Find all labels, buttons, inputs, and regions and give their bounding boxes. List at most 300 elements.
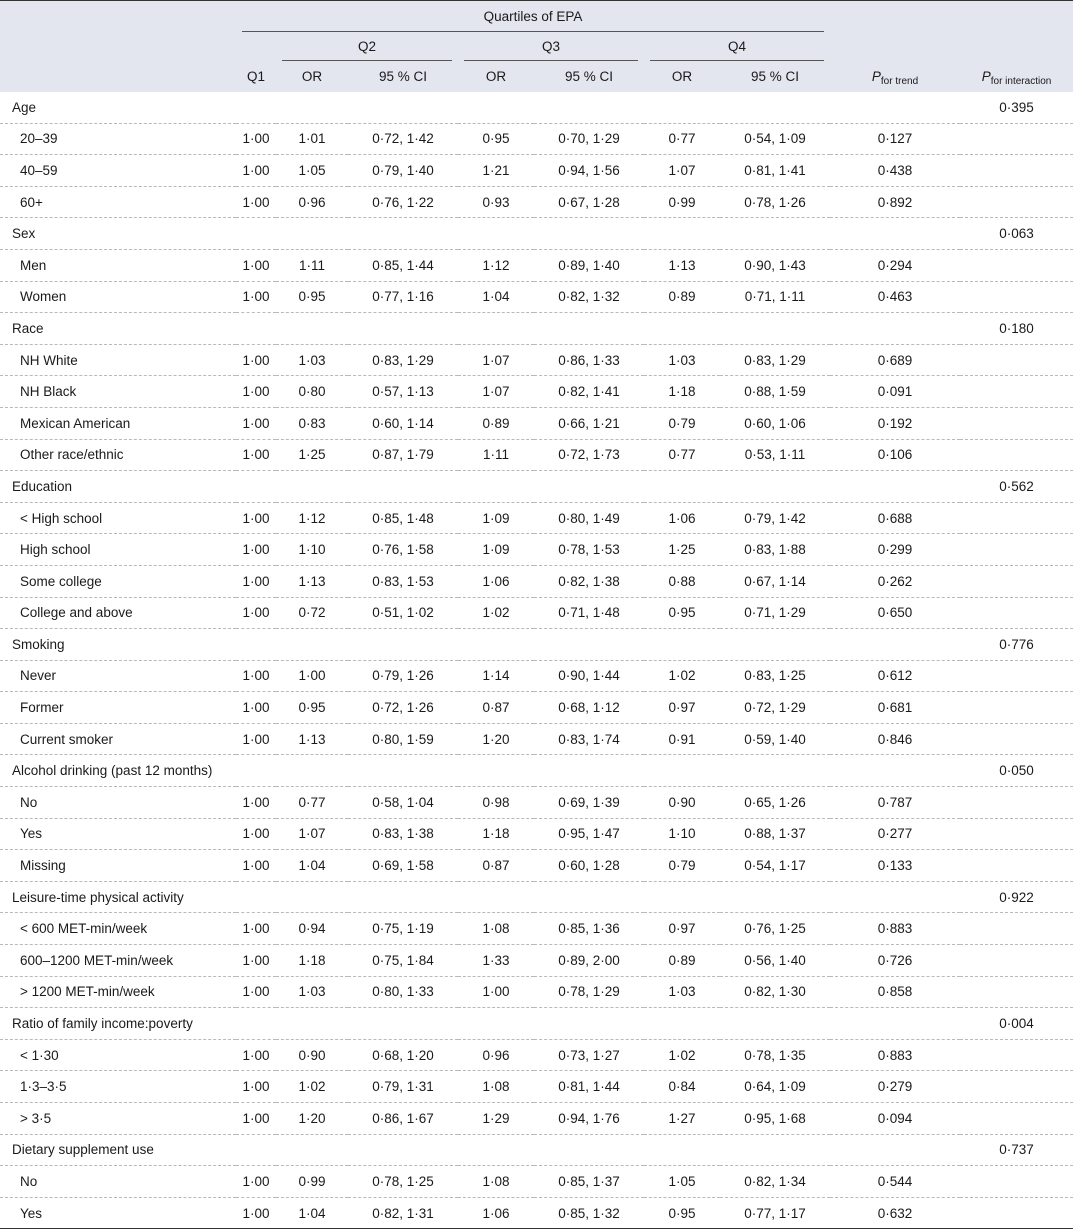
header-p-trend: $P_{for trend}$	[830, 61, 960, 92]
table-row	[0, 818, 1073, 850]
q2-or: 1·03	[276, 344, 348, 376]
q1-value: 1·00	[236, 439, 276, 471]
row-label: Yes	[0, 1197, 236, 1229]
q4-ci: 0·95, 1·68	[720, 1103, 830, 1135]
p-interaction: 0·737	[960, 1134, 1073, 1166]
q3-ci: 0·83, 1·74	[534, 723, 644, 755]
group-row	[0, 313, 1073, 345]
table-row	[0, 1103, 1073, 1135]
q4-or: 0·89	[644, 281, 720, 313]
q4-or: 0·77	[644, 123, 720, 155]
q2-or: 0·72	[276, 597, 348, 629]
q3-or: 1·06	[458, 565, 534, 597]
q4-or: 0·91	[644, 723, 720, 755]
p-trend: 0·787	[830, 787, 960, 819]
row-label: < 1·30	[0, 1039, 236, 1071]
header-quartiles-of-epa: Quartiles of EPA	[236, 1, 830, 33]
q3-or: 0·89	[458, 407, 534, 439]
q2-or: 1·05	[276, 155, 348, 187]
q3-or: 1·04	[458, 281, 534, 313]
q2-ci: 0·72, 1·26	[348, 692, 458, 724]
q2-ci: 0·60, 1·14	[348, 407, 458, 439]
q4-ci: 0·56, 1·40	[720, 945, 830, 977]
table-row	[0, 565, 1073, 597]
q2-or: 1·04	[276, 1197, 348, 1229]
group-label: Education	[0, 471, 236, 503]
p-trend: 0·650	[830, 597, 960, 629]
p-interaction: 0·395	[960, 92, 1073, 123]
header-p-interaction: $P_{for interaction}$	[960, 61, 1073, 92]
p-trend: 0·091	[830, 376, 960, 408]
q4-or: 0·99	[644, 186, 720, 218]
q2-or: 1·03	[276, 976, 348, 1008]
q2-ci: 0·82, 1·31	[348, 1197, 458, 1229]
q4-ci: 0·88, 1·37	[720, 818, 830, 850]
table-row	[0, 1039, 1073, 1071]
q2-or: 1·13	[276, 723, 348, 755]
q1-value: 1·00	[236, 1071, 276, 1103]
q2-ci: 0·77, 1·16	[348, 281, 458, 313]
p-trend: 0·133	[830, 850, 960, 882]
p-interaction: 0·922	[960, 881, 1073, 913]
q2-ci: 0·79, 1·26	[348, 660, 458, 692]
q4-ci: 0·78, 1·35	[720, 1039, 830, 1071]
q3-or: 1·02	[458, 597, 534, 629]
p-trend: 0·612	[830, 660, 960, 692]
row-label: > 1200 MET-min/week	[0, 976, 236, 1008]
row-label: No	[0, 787, 236, 819]
q4-or: 1·27	[644, 1103, 720, 1135]
q2-or: 1·25	[276, 439, 348, 471]
q2-ci: 0·75, 1·19	[348, 913, 458, 945]
q4-or: 1·07	[644, 155, 720, 187]
q2-ci: 0·83, 1·29	[348, 344, 458, 376]
q3-or: 1·08	[458, 1166, 534, 1198]
group-row	[0, 92, 1073, 123]
header-ci: 95 % CI	[348, 61, 458, 92]
p-trend: 0·262	[830, 565, 960, 597]
q3-ci: 0·66, 1·21	[534, 407, 644, 439]
q1-value: 1·00	[236, 597, 276, 629]
table-row	[0, 660, 1073, 692]
q3-ci: 0·82, 1·32	[534, 281, 644, 313]
row-label: > 3·5	[0, 1103, 236, 1135]
q3-or: 0·87	[458, 692, 534, 724]
p-trend: 0·438	[830, 155, 960, 187]
table-row	[0, 692, 1073, 724]
table-row	[0, 1197, 1073, 1229]
q3-or: 1·06	[458, 1197, 534, 1229]
q4-or: 0·95	[644, 597, 720, 629]
group-row	[0, 218, 1073, 250]
q1-value: 1·00	[236, 818, 276, 850]
q4-or: 0·79	[644, 850, 720, 882]
q2-ci: 0·57, 1·13	[348, 376, 458, 408]
row-label: Never	[0, 660, 236, 692]
group-row	[0, 629, 1073, 661]
table-row	[0, 249, 1073, 281]
q3-ci: 0·89, 2·00	[534, 945, 644, 977]
row-label: Current smoker	[0, 723, 236, 755]
q3-ci: 0·68, 1·12	[534, 692, 644, 724]
q3-or: 1·14	[458, 660, 534, 692]
q2-ci: 0·80, 1·59	[348, 723, 458, 755]
q3-or: 1·00	[458, 976, 534, 1008]
p-trend: 0·689	[830, 344, 960, 376]
q2-ci: 0·68, 1·20	[348, 1039, 458, 1071]
q2-ci: 0·79, 1·31	[348, 1071, 458, 1103]
q4-ci: 0·71, 1·29	[720, 597, 830, 629]
q4-ci: 0·76, 1·25	[720, 913, 830, 945]
q1-value: 1·00	[236, 1166, 276, 1198]
p-interaction: 0·063	[960, 218, 1073, 250]
q2-or: 0·96	[276, 186, 348, 218]
q2-or: 0·80	[276, 376, 348, 408]
group-label: Smoking	[0, 629, 236, 661]
group-label: Ratio of family income:poverty	[0, 1008, 236, 1040]
q1-value: 1·00	[236, 1039, 276, 1071]
q2-ci: 0·58, 1·04	[348, 787, 458, 819]
row-label: Women	[0, 281, 236, 313]
q4-ci: 0·83, 1·88	[720, 534, 830, 566]
q1-value: 1·00	[236, 376, 276, 408]
q3-or: 1·20	[458, 723, 534, 755]
q3-ci: 0·85, 1·36	[534, 913, 644, 945]
group-row	[0, 1134, 1073, 1166]
q3-ci: 0·95, 1·47	[534, 818, 644, 850]
q2-ci: 0·85, 1·48	[348, 502, 458, 534]
table-row	[0, 407, 1073, 439]
q1-value: 1·00	[236, 281, 276, 313]
table-row	[0, 913, 1073, 945]
q1-value: 1·00	[236, 1103, 276, 1135]
q4-or: 1·10	[644, 818, 720, 850]
table-row	[0, 850, 1073, 882]
table-row	[0, 281, 1073, 313]
q2-or: 1·01	[276, 123, 348, 155]
group-row	[0, 881, 1073, 913]
q2-ci: 0·86, 1·67	[348, 1103, 458, 1135]
q1-value: 1·00	[236, 502, 276, 534]
q3-or: 1·11	[458, 439, 534, 471]
q4-ci: 0·67, 1·14	[720, 565, 830, 597]
q2-or: 1·07	[276, 818, 348, 850]
table-row	[0, 186, 1073, 218]
q4-or: 0·84	[644, 1071, 720, 1103]
p-trend: 0·127	[830, 123, 960, 155]
q3-or: 0·87	[458, 850, 534, 882]
q2-ci: 0·87, 1·79	[348, 439, 458, 471]
q2-or: 0·95	[276, 281, 348, 313]
q3-or: 1·07	[458, 344, 534, 376]
q4-or: 0·90	[644, 787, 720, 819]
q2-or: 1·10	[276, 534, 348, 566]
q3-ci: 0·94, 1·76	[534, 1103, 644, 1135]
q2-ci: 0·51, 1·02	[348, 597, 458, 629]
q1-value: 1·00	[236, 787, 276, 819]
p-trend: 0·681	[830, 692, 960, 724]
q4-ci: 0·72, 1·29	[720, 692, 830, 724]
table-row	[0, 376, 1073, 408]
row-label: NH Black	[0, 376, 236, 408]
q3-or: 1·07	[458, 376, 534, 408]
q2-ci: 0·78, 1·25	[348, 1166, 458, 1198]
row-label: Former	[0, 692, 236, 724]
q4-ci: 0·65, 1·26	[720, 787, 830, 819]
q3-ci: 0·72, 1·73	[534, 439, 644, 471]
row-label: NH White	[0, 344, 236, 376]
q3-ci: 0·82, 1·41	[534, 376, 644, 408]
q1-value: 1·00	[236, 945, 276, 977]
p-trend: 0·892	[830, 186, 960, 218]
q1-value: 1·00	[236, 534, 276, 566]
table-row	[0, 945, 1073, 977]
q4-ci: 0·77, 1·17	[720, 1197, 830, 1229]
q4-or: 1·13	[644, 249, 720, 281]
q2-or: 0·95	[276, 692, 348, 724]
q1-value: 1·00	[236, 407, 276, 439]
row-label: < 600 MET-min/week	[0, 913, 236, 945]
q1-value: 1·00	[236, 344, 276, 376]
table-row	[0, 723, 1073, 755]
row-label: 40–59	[0, 155, 236, 187]
row-label: Missing	[0, 850, 236, 882]
p-trend: 0·106	[830, 439, 960, 471]
table-row	[0, 344, 1073, 376]
q3-or: 1·08	[458, 1071, 534, 1103]
q2-or: 1·12	[276, 502, 348, 534]
p-trend: 0·883	[830, 913, 960, 945]
p-interaction: 0·562	[960, 471, 1073, 503]
q4-ci: 0·88, 1·59	[720, 376, 830, 408]
header-or: OR	[276, 61, 348, 92]
q4-or: 0·89	[644, 945, 720, 977]
q4-or: 1·03	[644, 344, 720, 376]
q2-or: 0·94	[276, 913, 348, 945]
q1-value: 1·00	[236, 249, 276, 281]
q4-ci: 0·54, 1·09	[720, 123, 830, 155]
row-label: 1·3–3·5	[0, 1071, 236, 1103]
row-label: Yes	[0, 818, 236, 850]
q4-ci: 0·82, 1·30	[720, 976, 830, 1008]
row-label: Other race/ethnic	[0, 439, 236, 471]
q1-value: 1·00	[236, 692, 276, 724]
header-or: OR	[644, 61, 720, 92]
q2-ci: 0·69, 1·58	[348, 850, 458, 882]
table-row	[0, 787, 1073, 819]
p-trend: 0·544	[830, 1166, 960, 1198]
p-interaction: 0·776	[960, 629, 1073, 661]
q2-ci: 0·75, 1·84	[348, 945, 458, 977]
row-label: College and above	[0, 597, 236, 629]
q3-or: 1·29	[458, 1103, 534, 1135]
q2-ci: 0·79, 1·40	[348, 155, 458, 187]
header-q3: Q3	[458, 32, 644, 61]
q3-ci: 0·67, 1·28	[534, 186, 644, 218]
header-or: OR	[458, 61, 534, 92]
q3-or: 1·08	[458, 913, 534, 945]
q4-ci: 0·83, 1·29	[720, 344, 830, 376]
table-row	[0, 123, 1073, 155]
q3-or: 1·21	[458, 155, 534, 187]
q2-or: 1·02	[276, 1071, 348, 1103]
q3-ci: 0·69, 1·39	[534, 787, 644, 819]
p-trend: 0·279	[830, 1071, 960, 1103]
q2-or: 0·90	[276, 1039, 348, 1071]
header-q4: Q4	[644, 32, 830, 61]
p-trend: 0·632	[830, 1197, 960, 1229]
q2-ci: 0·76, 1·58	[348, 534, 458, 566]
q2-or: 1·04	[276, 850, 348, 882]
q1-value: 1·00	[236, 660, 276, 692]
q4-ci: 0·53, 1·11	[720, 439, 830, 471]
q4-or: 0·97	[644, 913, 720, 945]
table-row	[0, 439, 1073, 471]
p-trend: 0·294	[830, 249, 960, 281]
row-label: 600–1200 MET-min/week	[0, 945, 236, 977]
row-label: 20–39	[0, 123, 236, 155]
q1-value: 1·00	[236, 913, 276, 945]
q2-or: 1·11	[276, 249, 348, 281]
group-label: Race	[0, 313, 236, 345]
q4-or: 0·88	[644, 565, 720, 597]
q4-ci: 0·79, 1·42	[720, 502, 830, 534]
q2-or: 1·13	[276, 565, 348, 597]
q4-or: 1·02	[644, 1039, 720, 1071]
row-label: Men	[0, 249, 236, 281]
p-trend: 0·192	[830, 407, 960, 439]
q4-ci: 0·90, 1·43	[720, 249, 830, 281]
header-q1: Q1	[236, 61, 276, 92]
q4-ci: 0·59, 1·40	[720, 723, 830, 755]
q3-ci: 0·86, 1·33	[534, 344, 644, 376]
group-row	[0, 471, 1073, 503]
group-label: Dietary supplement use	[0, 1134, 236, 1166]
group-row	[0, 755, 1073, 787]
q3-ci: 0·90, 1·44	[534, 660, 644, 692]
q3-or: 0·96	[458, 1039, 534, 1071]
q2-ci: 0·80, 1·33	[348, 976, 458, 1008]
q3-ci: 0·80, 1·49	[534, 502, 644, 534]
q3-or: 1·09	[458, 502, 534, 534]
p-interaction: 0·050	[960, 755, 1073, 787]
q2-or: 0·77	[276, 787, 348, 819]
q4-ci: 0·71, 1·11	[720, 281, 830, 313]
p-interaction: 0·004	[960, 1008, 1073, 1040]
table-row	[0, 502, 1073, 534]
q4-or: 1·06	[644, 502, 720, 534]
q3-ci: 0·82, 1·38	[534, 565, 644, 597]
q3-ci: 0·85, 1·32	[534, 1197, 644, 1229]
row-label: 60+	[0, 186, 236, 218]
q4-or: 1·02	[644, 660, 720, 692]
q1-value: 1·00	[236, 850, 276, 882]
q4-or: 0·77	[644, 439, 720, 471]
q1-value: 1·00	[236, 186, 276, 218]
q4-ci: 0·78, 1·26	[720, 186, 830, 218]
q4-or: 1·18	[644, 376, 720, 408]
p-trend: 0·277	[830, 818, 960, 850]
p-interaction: 0·180	[960, 313, 1073, 345]
q2-or: 0·83	[276, 407, 348, 439]
q3-or: 0·93	[458, 186, 534, 218]
q4-ci: 0·83, 1·25	[720, 660, 830, 692]
q3-ci: 0·81, 1·44	[534, 1071, 644, 1103]
header-ci: 95 % CI	[720, 61, 830, 92]
q3-or: 1·33	[458, 945, 534, 977]
group-label: Alcohol drinking (past 12 months)	[0, 755, 236, 787]
table-row	[0, 976, 1073, 1008]
row-label: Mexican American	[0, 407, 236, 439]
q3-or: 1·18	[458, 818, 534, 850]
header-q2: Q2	[276, 32, 458, 61]
table-row	[0, 1166, 1073, 1198]
q1-value: 1·00	[236, 976, 276, 1008]
row-label: Some college	[0, 565, 236, 597]
header-ci: 95 % CI	[534, 61, 644, 92]
row-label: High school	[0, 534, 236, 566]
table-row	[0, 1071, 1073, 1103]
p-trend: 0·726	[830, 945, 960, 977]
q3-ci: 0·85, 1·37	[534, 1166, 644, 1198]
q4-or: 1·25	[644, 534, 720, 566]
q4-ci: 0·60, 1·06	[720, 407, 830, 439]
q2-or: 1·20	[276, 1103, 348, 1135]
p-trend: 0·094	[830, 1103, 960, 1135]
p-trend: 0·463	[830, 281, 960, 313]
q3-ci: 0·70, 1·29	[534, 123, 644, 155]
q2-ci: 0·76, 1·22	[348, 186, 458, 218]
q3-ci: 0·94, 1·56	[534, 155, 644, 187]
table-body	[0, 92, 1073, 1229]
q4-or: 0·79	[644, 407, 720, 439]
q1-value: 1·00	[236, 565, 276, 597]
group-label: Sex	[0, 218, 236, 250]
group-label: Age	[0, 92, 236, 123]
p-trend: 0·883	[830, 1039, 960, 1071]
q3-ci: 0·89, 1·40	[534, 249, 644, 281]
q2-ci: 0·83, 1·38	[348, 818, 458, 850]
q4-ci: 0·64, 1·09	[720, 1071, 830, 1103]
table-row	[0, 534, 1073, 566]
q3-ci: 0·73, 1·27	[534, 1039, 644, 1071]
q2-or: 1·18	[276, 945, 348, 977]
row-label: < High school	[0, 502, 236, 534]
table-row	[0, 597, 1073, 629]
q1-value: 1·00	[236, 723, 276, 755]
q2-ci: 0·85, 1·44	[348, 249, 458, 281]
q3-or: 0·98	[458, 787, 534, 819]
q1-value: 1·00	[236, 155, 276, 187]
q4-or: 1·03	[644, 976, 720, 1008]
q1-value: 1·00	[236, 1197, 276, 1229]
q4-ci: 0·54, 1·17	[720, 850, 830, 882]
group-label: Leisure-time physical activity	[0, 881, 236, 913]
p-trend: 0·299	[830, 534, 960, 566]
q3-or: 1·12	[458, 249, 534, 281]
q2-or: 1·00	[276, 660, 348, 692]
p-trend: 0·846	[830, 723, 960, 755]
q4-ci: 0·82, 1·34	[720, 1166, 830, 1198]
q4-or: 1·05	[644, 1166, 720, 1198]
group-row	[0, 1008, 1073, 1040]
q3-or: 1·09	[458, 534, 534, 566]
p-trend: 0·688	[830, 502, 960, 534]
q3-ci: 0·71, 1·48	[534, 597, 644, 629]
q4-ci: 0·81, 1·41	[720, 155, 830, 187]
q2-or: 0·99	[276, 1166, 348, 1198]
q2-ci: 0·83, 1·53	[348, 565, 458, 597]
